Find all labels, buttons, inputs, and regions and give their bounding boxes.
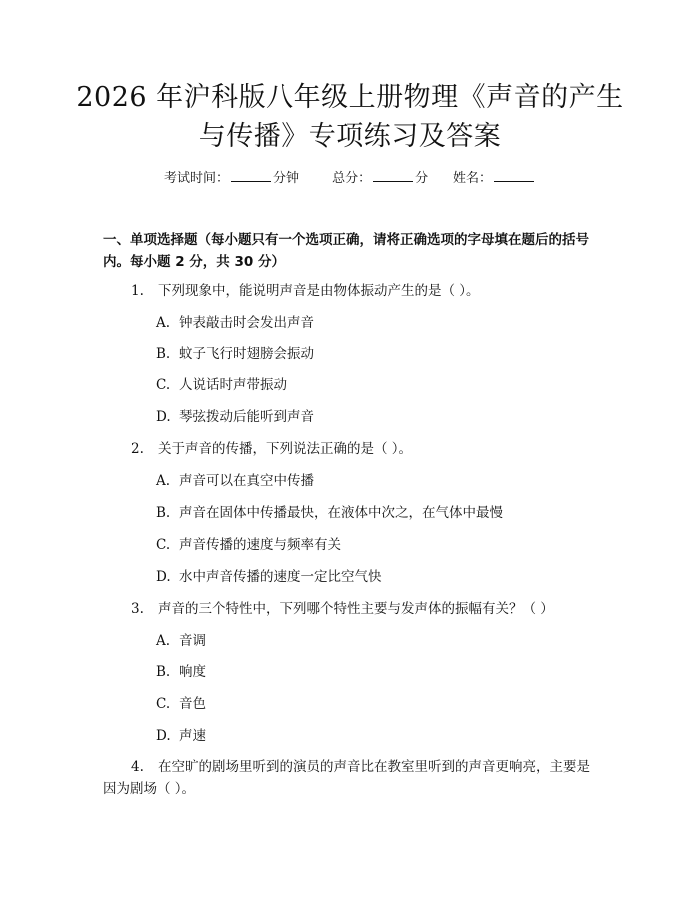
- option-text: 音色: [179, 696, 206, 712]
- option-letter: B.: [156, 505, 171, 521]
- option-text: 音调: [179, 633, 206, 649]
- score-label: 总分：: [332, 171, 372, 186]
- option-text: 声音在固体中传播最快，在液体中次之，在气体中最慢: [179, 505, 503, 521]
- question-number: 4.: [131, 759, 144, 775]
- question-4: [103, 756, 603, 800]
- option-3c: [156, 693, 596, 715]
- option-letter: C.: [156, 537, 171, 553]
- score-unit: 分: [415, 171, 429, 186]
- question-3: [131, 598, 601, 620]
- option-text: 声音可以在真空中传播: [179, 473, 314, 489]
- option-text: 人说话时声带振动: [179, 377, 287, 393]
- option-letter: B.: [156, 664, 171, 680]
- option-text: 蚊子飞行时翅膀会振动: [179, 346, 314, 362]
- option-letter: A.: [156, 633, 171, 649]
- section-heading: 一、单项选择题（每小题只有一个选项正确，请将正确选项的字母填在题后的括号内。每小题 2 分，共 30 分）: [103, 232, 589, 270]
- question-text: 声音的三个特性中，下列哪个特性主要与发声体的振幅有关？（ ）: [158, 601, 554, 617]
- exam-info-line: [0, 167, 700, 189]
- option-letter: D.: [156, 728, 171, 744]
- option-letter: C.: [156, 377, 171, 393]
- option-2d: [156, 566, 596, 588]
- option-3d: [156, 725, 596, 747]
- option-text: 声音传播的速度与频率有关: [179, 537, 341, 553]
- option-2c: [156, 534, 596, 556]
- title-line-2: 与传播》专项练习及答案: [198, 121, 502, 152]
- option-2b: [156, 502, 596, 524]
- option-1d: [156, 406, 596, 428]
- score-blank: [373, 167, 413, 182]
- option-letter: C.: [156, 696, 171, 712]
- option-text: 响度: [179, 664, 206, 680]
- option-letter: D.: [156, 569, 171, 585]
- option-letter: D.: [156, 409, 171, 425]
- question-number: 3.: [131, 601, 144, 617]
- option-2a: [156, 470, 596, 492]
- option-1c: [156, 374, 596, 396]
- option-text: 琴弦拨动后能听到声音: [179, 409, 314, 425]
- question-text: 在空旷的剧场里听到的演员的声音比在教室里听到的声音更响亮，主要是因为剧场（ ）。: [103, 759, 590, 797]
- question-1: [131, 280, 601, 302]
- option-1b: [156, 343, 596, 365]
- name-label: 姓名：: [452, 171, 492, 186]
- option-letter: A.: [156, 473, 171, 489]
- title-line-1: 2026 年沪科版八年级上册物理《声音的产生: [76, 82, 624, 113]
- option-text: 钟表敲击时会发出声音: [179, 315, 314, 331]
- option-3b: [156, 661, 596, 683]
- question-2: [131, 438, 601, 460]
- name-blank: [494, 167, 534, 182]
- option-text: 水中声音传播的速度一定比空气快: [179, 569, 382, 585]
- option-1a: [156, 312, 596, 334]
- option-text: 声速: [179, 728, 206, 744]
- question-text: 关于声音的传播，下列说法正确的是（ ）。: [158, 441, 413, 457]
- option-letter: A.: [156, 315, 171, 331]
- option-letter: B.: [156, 346, 171, 362]
- question-number: 1.: [131, 283, 144, 299]
- time-label: 考试时间：: [164, 171, 230, 186]
- option-3a: [156, 630, 596, 652]
- time-unit: 分钟: [273, 171, 300, 186]
- document-title: [70, 78, 630, 156]
- question-number: 2.: [131, 441, 144, 457]
- time-blank: [231, 167, 271, 182]
- question-text: 下列现象中，能说明声音是由物体振动产生的是（ ）。: [158, 283, 480, 299]
